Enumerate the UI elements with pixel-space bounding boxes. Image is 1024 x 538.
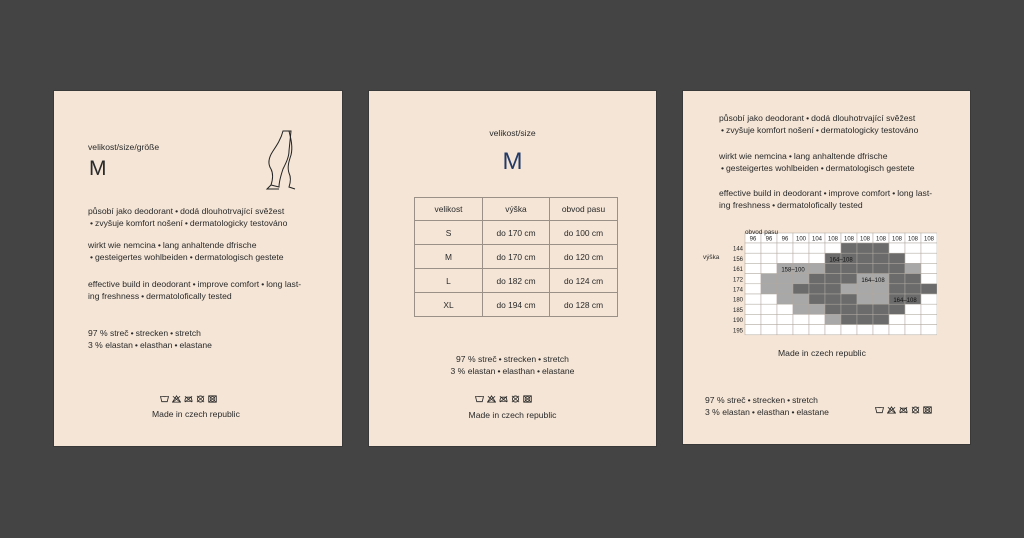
grid-cell (809, 284, 825, 294)
grid-cell (873, 284, 889, 294)
grid-cell (761, 304, 777, 314)
grid-cell (841, 263, 857, 273)
table-cell: do 128 cm (550, 293, 618, 317)
grid-cell (745, 325, 761, 335)
wash-30-icon (160, 395, 169, 403)
grid-cell (889, 325, 905, 335)
label-card-size-table (369, 91, 656, 446)
grid-cell (777, 243, 793, 253)
grid-cell (793, 253, 809, 263)
grid-cell (889, 304, 905, 314)
no-iron-icon (184, 395, 193, 403)
grid-cell (809, 253, 825, 263)
grid-cell (825, 294, 841, 304)
grid-cell (889, 263, 905, 273)
grid-cell (793, 325, 809, 335)
care-icons (160, 395, 217, 403)
grid-cell (857, 253, 873, 263)
care-icons (475, 395, 532, 403)
grid-cell (921, 304, 937, 314)
grid-cell (873, 325, 889, 335)
row-tick-label: 172 (732, 277, 743, 284)
grid-cell (809, 274, 825, 284)
size-table (414, 197, 618, 317)
grid-cell (921, 243, 937, 253)
benefits-de: wirkt wie nemcina • lang anhaltende dfrische • gesteigertes wohlbeiden • dermatologisch gestete (88, 240, 284, 262)
no-tumble-dry-icon (523, 395, 532, 403)
no-iron-icon (499, 395, 508, 403)
grid-cell (793, 284, 809, 294)
table-cell: M (415, 245, 483, 269)
grid-cell (889, 274, 905, 284)
grid-cell (745, 243, 761, 253)
grid-cell (921, 314, 937, 324)
table-cell: do 194 cm (483, 293, 550, 317)
grid-cell (921, 294, 937, 304)
column-tick-label: 108 (923, 236, 935, 243)
grid-cell (841, 304, 857, 314)
no-tumble-dry-icon (208, 395, 217, 403)
grid-cell (761, 325, 777, 335)
grid-cell (857, 304, 873, 314)
grid-cell (905, 314, 921, 324)
no-bleach-icon (487, 395, 496, 403)
table-header-row (415, 198, 618, 221)
grid-cell (873, 253, 889, 263)
table-cell: L (415, 269, 483, 293)
table-row (415, 293, 618, 317)
range-label: 158–100 (781, 267, 805, 274)
grid-cell (841, 294, 857, 304)
grid-cell (809, 314, 825, 324)
wash-30-icon (475, 395, 484, 403)
grid-cell (905, 304, 921, 314)
range-label: 164–108 (829, 257, 853, 264)
label-card-size-chart (683, 91, 970, 444)
row-tick-label: 195 (732, 328, 743, 335)
benefits-cz: působí jako deodorant • dodá dlouhotrvající svěžest • zvyšuje komfort nošení • dermatologicky testováno (719, 113, 919, 135)
column-tick-label: 108 (859, 236, 871, 243)
grid-cell (873, 304, 889, 314)
size-heading: velikost/size/größe (88, 142, 160, 152)
grid-cell (745, 263, 761, 273)
grid-cell (761, 274, 777, 284)
table-cell: do 124 cm (550, 269, 618, 293)
column-tick-label: 108 (891, 236, 903, 243)
column-tick-label: 108 (907, 236, 919, 243)
row-tick-label: 144 (732, 246, 743, 253)
grid-cell (761, 284, 777, 294)
grid-cell (873, 294, 889, 304)
row-tick-label: 156 (732, 256, 743, 263)
made-in-text: Made in czech republic (778, 348, 866, 358)
column-header: velikost (415, 198, 483, 221)
grid-cell (825, 243, 841, 253)
table-cell: do 170 cm (483, 245, 550, 269)
grid-cell (777, 294, 793, 304)
size-value: M (502, 148, 523, 175)
column-tick-label: 104 (811, 236, 823, 243)
row-tick-label: 174 (732, 287, 743, 294)
table-cell: do 120 cm (550, 245, 618, 269)
grid-cell (921, 253, 937, 263)
row-tick-label: 190 (732, 318, 743, 325)
grid-cell (745, 284, 761, 294)
table-row (415, 269, 618, 293)
no-bleach-icon (887, 406, 896, 414)
grid-cell (809, 263, 825, 273)
column-header: obvod pasu (550, 198, 618, 221)
grid-cell (873, 243, 889, 253)
grid-cell (761, 294, 777, 304)
grid-cell (921, 274, 937, 284)
legs-icon (259, 129, 303, 191)
grid-cell (857, 294, 873, 304)
table-cell: do 170 cm (483, 221, 550, 245)
grid-cell (809, 304, 825, 314)
no-tumble-dry-icon (923, 406, 932, 414)
grid-cell (809, 294, 825, 304)
grid-cell (745, 294, 761, 304)
grid-cell (745, 304, 761, 314)
size-grid (723, 231, 937, 341)
row-tick-label: 161 (732, 267, 743, 274)
grid-cell (793, 294, 809, 304)
size-value: M (89, 157, 107, 180)
grid-cell (905, 274, 921, 284)
grid-cell (825, 304, 841, 314)
grid-cell (825, 284, 841, 294)
grid-cell (857, 263, 873, 273)
grid-cell (841, 314, 857, 324)
grid-cell (825, 274, 841, 284)
table-row (415, 221, 618, 245)
made-in-text: Made in czech republic (152, 409, 240, 419)
care-icons (875, 406, 932, 414)
grid-cell (745, 253, 761, 263)
grid-cell (841, 274, 857, 284)
column-tick-label: 96 (781, 236, 789, 243)
column-tick-label: 108 (827, 236, 839, 243)
composition: 97 % streč • strecken • stretch 3 % elastan • elasthan • elastane (450, 354, 575, 376)
row-tick-label: 180 (732, 297, 743, 304)
no-dry-clean-icon (196, 395, 205, 403)
grid-cell (841, 325, 857, 335)
table-cell: XL (415, 293, 483, 317)
column-header: výška (483, 198, 550, 221)
no-iron-icon (899, 406, 908, 414)
table-row (415, 245, 618, 269)
grid-cell (905, 243, 921, 253)
grid-cell (793, 274, 809, 284)
grid-cell (745, 314, 761, 324)
made-in-text: Made in czech republic (468, 410, 557, 420)
grid-cell (873, 314, 889, 324)
grid-cell (761, 263, 777, 273)
grid-cell (905, 253, 921, 263)
benefits-de: wirkt wie nemcina • lang anhaltende dfrische • gesteigertes wohlbeiden • dermatologisch gestete (719, 151, 915, 173)
grid-cell (777, 314, 793, 324)
chart-y-title: výška (703, 254, 720, 261)
benefits-en: effective build in deodorant • improve comfort • long last- ing freshness • dermatolofically tested (88, 279, 302, 301)
column-tick-label: 108 (843, 236, 855, 243)
benefits-en: effective build in deodorant • improve comfort • long last- ing freshness • dermatolofically tested (719, 188, 933, 210)
chart-x-title: obvod pasu (745, 229, 779, 236)
grid-cell (857, 284, 873, 294)
no-dry-clean-icon (911, 406, 920, 414)
grid-cell (873, 263, 889, 273)
column-tick-label: 96 (749, 236, 757, 243)
size-heading: velikost/size (489, 128, 536, 138)
grid-cell (745, 274, 761, 284)
range-label: 164–108 (893, 298, 917, 305)
column-tick-label: 108 (875, 236, 887, 243)
label-card-size (54, 91, 342, 446)
grid-cell (921, 325, 937, 335)
grid-cell (793, 304, 809, 314)
size-chart (703, 229, 937, 346)
grid-cell (905, 263, 921, 273)
grid-cell (809, 325, 825, 335)
no-dry-clean-icon (511, 395, 520, 403)
grid-cell (889, 284, 905, 294)
grid-cell (889, 253, 905, 263)
grid-cell (889, 314, 905, 324)
composition: 97 % streč • strecken • stretch 3 % elastan • elasthan • elastane (88, 328, 212, 350)
table-cell: do 182 cm (483, 269, 550, 293)
wash-30-icon (875, 406, 884, 414)
grid-cell (857, 314, 873, 324)
composition: 97 % streč • strecken • stretch 3 % elastan • elasthan • elastane (705, 395, 829, 417)
benefits-cz: působí jako deodorant • dodá dlouhotrvající svěžest • zvyšuje komfort nošení • dermatologicky testováno (88, 206, 288, 228)
grid-cell (761, 314, 777, 324)
grid-cell (777, 274, 793, 284)
grid-cell (809, 243, 825, 253)
grid-cell (777, 284, 793, 294)
column-tick-label: 100 (795, 236, 807, 243)
table-cell: S (415, 221, 483, 245)
grid-cell (793, 243, 809, 253)
grid-cell (857, 325, 873, 335)
grid-cell (777, 325, 793, 335)
column-tick-label: 96 (765, 236, 773, 243)
grid-cell (761, 253, 777, 263)
no-bleach-icon (172, 395, 181, 403)
row-tick-label: 185 (732, 307, 743, 314)
grid-cell (841, 243, 857, 253)
grid-cell (825, 325, 841, 335)
grid-cell (921, 263, 937, 273)
grid-cell (905, 325, 921, 335)
grid-cell (889, 243, 905, 253)
table-cell: do 100 cm (550, 221, 618, 245)
grid-cell (905, 284, 921, 294)
grid-cell (921, 284, 937, 294)
grid-cell (777, 304, 793, 314)
grid-cell (825, 314, 841, 324)
grid-cell (761, 243, 777, 253)
grid-cell (841, 284, 857, 294)
grid-cell (825, 263, 841, 273)
grid-cell (857, 243, 873, 253)
grid-cell (777, 253, 793, 263)
range-label: 164–108 (861, 277, 885, 284)
grid-cell (793, 314, 809, 324)
